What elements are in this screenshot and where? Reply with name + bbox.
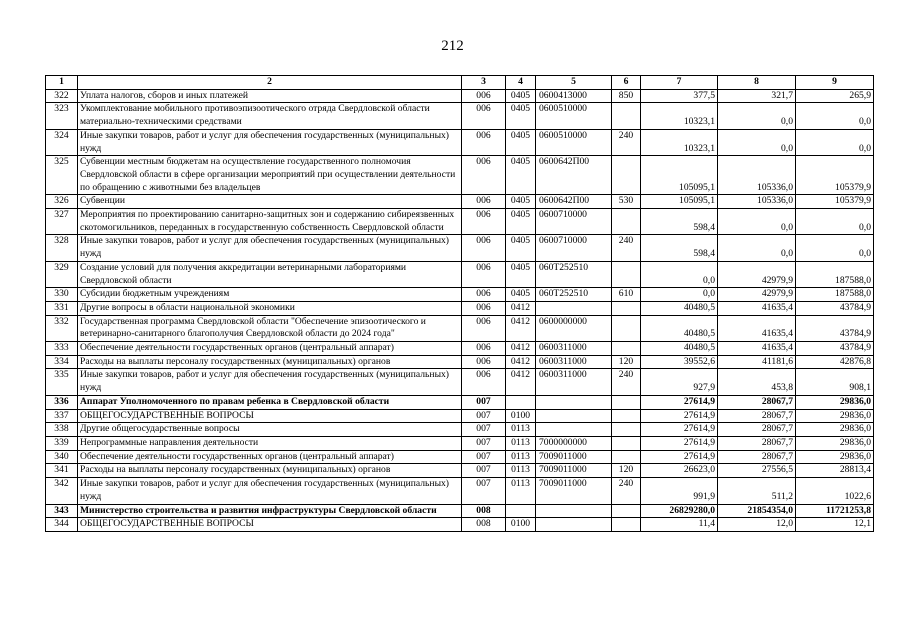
ministry-code-cell: 006 (462, 129, 506, 155)
section-code-cell: 0412 (506, 301, 536, 315)
table-row (46, 409, 874, 423)
table-row (46, 129, 874, 155)
target-article-cell: 060Т252510 (536, 288, 612, 302)
row-number-cell: 335 (46, 369, 78, 395)
row-name-cell: Другие общегосударственные вопросы (78, 423, 462, 437)
row-number-cell: 330 (46, 288, 78, 302)
header-cell: 7 (641, 76, 718, 90)
row-name-cell: Обеспечение деятельности государственных органов (центральный аппарат) (78, 342, 462, 356)
amount-col7-cell: 26829280,0 (641, 504, 718, 518)
section-code-cell: 0405 (506, 235, 536, 261)
table-row (46, 209, 874, 235)
section-code-cell: 0405 (506, 129, 536, 155)
row-number-cell: 332 (46, 315, 78, 341)
target-article-cell: 0600510000 (536, 103, 612, 129)
expense-type-cell: 120 (612, 464, 641, 478)
ministry-code-cell: 006 (462, 301, 506, 315)
target-article-cell: 0600642П00 (536, 156, 612, 195)
amount-col7-cell: 377,5 (641, 89, 718, 103)
amount-col9-cell: 12,1 (796, 518, 874, 532)
row-number-cell: 333 (46, 342, 78, 356)
amount-col8-cell: 41181,6 (718, 355, 796, 369)
ministry-code-cell: 006 (462, 342, 506, 356)
amount-col8-cell: 105336,0 (718, 156, 796, 195)
table-row (46, 478, 874, 504)
ministry-code-cell: 007 (462, 395, 506, 409)
row-number-cell: 336 (46, 395, 78, 409)
ministry-code-cell: 006 (462, 103, 506, 129)
amount-col9-cell: 187588,0 (796, 261, 874, 287)
row-number-cell: 327 (46, 209, 78, 235)
row-number-cell: 341 (46, 464, 78, 478)
section-code-cell: 0113 (506, 478, 536, 504)
row-name-cell: Другие вопросы в области национальной экономики (78, 301, 462, 315)
expense-type-cell: 530 (612, 195, 641, 209)
target-article-cell: 0600413000 (536, 89, 612, 103)
amount-col7-cell: 927,9 (641, 369, 718, 395)
row-number-cell: 326 (46, 195, 78, 209)
section-code-cell: 0405 (506, 156, 536, 195)
header-cell: 9 (796, 76, 874, 90)
amount-col7-cell: 598,4 (641, 209, 718, 235)
amount-col8-cell: 28067,7 (718, 395, 796, 409)
target-article-cell (536, 409, 612, 423)
section-code-cell: 0405 (506, 195, 536, 209)
ministry-code-cell: 007 (462, 423, 506, 437)
header-cell: 3 (462, 76, 506, 90)
target-article-cell: 0600510000 (536, 129, 612, 155)
target-article-cell: 0600311000 (536, 355, 612, 369)
amount-col8-cell: 28067,7 (718, 436, 796, 450)
section-code-cell: 0405 (506, 209, 536, 235)
table-row (46, 355, 874, 369)
page-number: 212 (441, 38, 464, 54)
amount-col8-cell: 28067,7 (718, 450, 796, 464)
header-cell: 8 (718, 76, 796, 90)
amount-col7-cell: 0,0 (641, 261, 718, 287)
row-name-cell: Обеспечение деятельности государственных органов (центральный аппарат) (78, 450, 462, 464)
row-number-cell: 342 (46, 478, 78, 504)
target-article-cell (536, 301, 612, 315)
header-cell: 4 (506, 76, 536, 90)
table-row (46, 369, 874, 395)
expense-type-cell: 120 (612, 355, 641, 369)
table-row (46, 450, 874, 464)
table-row (46, 235, 874, 261)
row-name-cell: Укомплектование мобильного противоэпизоотического отряда Свердловской области материально-техническими средствами (78, 103, 462, 129)
target-article-cell: 0600710000 (536, 209, 612, 235)
row-number-cell: 337 (46, 409, 78, 423)
target-article-cell (536, 395, 612, 409)
expense-type-cell (612, 315, 641, 341)
section-code-cell: 0412 (506, 342, 536, 356)
table-row (46, 464, 874, 478)
header-cell: 1 (46, 76, 78, 90)
expense-type-cell (612, 436, 641, 450)
table-row (46, 423, 874, 437)
row-number-cell: 344 (46, 518, 78, 532)
row-name-cell: Мероприятия по проектированию санитарно-защитных зон и содержанию сибиреязвенных скотомогильников, переданных в государственную собственность Свердловской области (78, 209, 462, 235)
row-name-cell: Государственная программа Свердловской области "Обеспечение эпизоотического и ветеринарно-санитарного благополучия Свердловской области до 2024 года" (78, 315, 462, 341)
amount-col9-cell: 29836,0 (796, 436, 874, 450)
row-number-cell: 339 (46, 436, 78, 450)
row-name-cell: Аппарат Уполномоченного по правам ребенка в Свердловской области (78, 395, 462, 409)
amount-col9-cell: 43784,9 (796, 301, 874, 315)
amount-col8-cell: 0,0 (718, 129, 796, 155)
amount-col9-cell: 105379,9 (796, 195, 874, 209)
amount-col7-cell: 39552,6 (641, 355, 718, 369)
expense-type-cell (612, 342, 641, 356)
row-name-cell: Расходы на выплаты персоналу государственных (муниципальных) органов (78, 464, 462, 478)
amount-col9-cell: 29836,0 (796, 450, 874, 464)
ministry-code-cell: 007 (462, 478, 506, 504)
target-article-cell (536, 423, 612, 437)
amount-col8-cell: 511,2 (718, 478, 796, 504)
amount-col8-cell: 41635,4 (718, 315, 796, 341)
table-row (46, 342, 874, 356)
table-row (46, 89, 874, 103)
amount-col9-cell: 42876,8 (796, 355, 874, 369)
ministry-code-cell: 007 (462, 436, 506, 450)
amount-col9-cell: 0,0 (796, 103, 874, 129)
expense-type-cell (612, 504, 641, 518)
table-row (46, 288, 874, 302)
section-code-cell: 0113 (506, 423, 536, 437)
amount-col9-cell: 187588,0 (796, 288, 874, 302)
header-cell: 2 (78, 76, 462, 90)
ministry-code-cell: 007 (462, 464, 506, 478)
amount-col7-cell: 40480,5 (641, 342, 718, 356)
amount-col7-cell: 27614,9 (641, 409, 718, 423)
section-code-cell: 0100 (506, 409, 536, 423)
section-code-cell: 0100 (506, 518, 536, 532)
target-article-cell (536, 504, 612, 518)
row-name-cell: Министерство строительства и развития инфраструктуры Свердловской области (78, 504, 462, 518)
amount-col7-cell: 0,0 (641, 288, 718, 302)
ministry-code-cell: 007 (462, 409, 506, 423)
expense-type-cell (612, 156, 641, 195)
ministry-code-cell: 006 (462, 369, 506, 395)
row-name-cell: ОБЩЕГОСУДАРСТВЕННЫЕ ВОПРОСЫ (78, 409, 462, 423)
expense-type-cell: 610 (612, 288, 641, 302)
table-row (46, 436, 874, 450)
row-number-cell: 328 (46, 235, 78, 261)
row-name-cell: Субвенции (78, 195, 462, 209)
section-code-cell: 0405 (506, 261, 536, 287)
amount-col9-cell: 0,0 (796, 235, 874, 261)
amount-col9-cell: 908,1 (796, 369, 874, 395)
row-name-cell: Уплата налогов, сборов и иных платежей (78, 89, 462, 103)
expense-type-cell (612, 209, 641, 235)
amount-col9-cell: 29836,0 (796, 409, 874, 423)
section-code-cell (506, 504, 536, 518)
amount-col8-cell: 105336,0 (718, 195, 796, 209)
amount-col7-cell: 40480,5 (641, 301, 718, 315)
target-article-cell: 0600710000 (536, 235, 612, 261)
ministry-code-cell: 006 (462, 355, 506, 369)
amount-col8-cell: 0,0 (718, 209, 796, 235)
section-code-cell: 0405 (506, 288, 536, 302)
target-article-cell: 0600000000 (536, 315, 612, 341)
table-row (46, 195, 874, 209)
ministry-code-cell: 006 (462, 235, 506, 261)
ministry-code-cell: 007 (462, 450, 506, 464)
row-name-cell: Иные закупки товаров, работ и услуг для обеспечения государственных (муниципальных) нужд (78, 369, 462, 395)
amount-col7-cell: 27614,9 (641, 423, 718, 437)
row-name-cell: ОБЩЕГОСУДАРСТВЕННЫЕ ВОПРОСЫ (78, 518, 462, 532)
row-name-cell: Создание условий для получения аккредитации ветеринарными лабораториями Свердловской области (78, 261, 462, 287)
row-number-cell: 343 (46, 504, 78, 518)
amount-col9-cell: 0,0 (796, 129, 874, 155)
ministry-code-cell: 006 (462, 156, 506, 195)
row-number-cell: 334 (46, 355, 78, 369)
expense-type-cell: 240 (612, 129, 641, 155)
table-row (46, 261, 874, 287)
row-name-cell: Иные закупки товаров, работ и услуг для обеспечения государственных (муниципальных) нужд (78, 478, 462, 504)
amount-col8-cell: 321,7 (718, 89, 796, 103)
target-article-cell (536, 518, 612, 532)
section-code-cell: 0412 (506, 369, 536, 395)
target-article-cell: 7009011000 (536, 450, 612, 464)
target-article-cell: 7009011000 (536, 464, 612, 478)
row-number-cell: 331 (46, 301, 78, 315)
amount-col7-cell: 598,4 (641, 235, 718, 261)
amount-col7-cell: 27614,9 (641, 395, 718, 409)
ministry-code-cell: 006 (462, 315, 506, 341)
row-name-cell: Иные закупки товаров, работ и услуг для обеспечения государственных (муниципальных) нужд (78, 235, 462, 261)
amount-col8-cell: 42979,9 (718, 261, 796, 287)
amount-col9-cell: 28813,4 (796, 464, 874, 478)
row-number-cell: 322 (46, 89, 78, 103)
row-number-cell: 340 (46, 450, 78, 464)
ministry-code-cell: 006 (462, 288, 506, 302)
target-article-cell: 060Т252510 (536, 261, 612, 287)
row-name-cell: Расходы на выплаты персоналу государственных (муниципальных) органов (78, 355, 462, 369)
section-code-cell: 0412 (506, 315, 536, 341)
target-article-cell: 0600642П00 (536, 195, 612, 209)
ministry-code-cell: 006 (462, 195, 506, 209)
amount-col7-cell: 11,4 (641, 518, 718, 532)
row-name-cell: Субвенции местным бюджетам на осуществление государственного полномочия Свердловской области в сфере организации мероприятий при осуществлении деятельности по обращению с животными без владельцев (78, 156, 462, 195)
expense-type-cell (612, 261, 641, 287)
row-name-cell: Субсидии бюджетным учреждениям (78, 288, 462, 302)
expense-type-cell: 240 (612, 235, 641, 261)
amount-col8-cell: 28067,7 (718, 409, 796, 423)
amount-col7-cell: 27614,9 (641, 436, 718, 450)
target-article-cell: 7000000000 (536, 436, 612, 450)
table-row (46, 301, 874, 315)
row-number-cell: 329 (46, 261, 78, 287)
header-cell: 5 (536, 76, 612, 90)
amount-col9-cell: 43784,9 (796, 315, 874, 341)
expense-type-cell (612, 301, 641, 315)
expense-type-cell (612, 423, 641, 437)
section-code-cell: 0113 (506, 450, 536, 464)
row-number-cell: 323 (46, 103, 78, 129)
amount-col7-cell: 10323,1 (641, 129, 718, 155)
section-code-cell: 0405 (506, 103, 536, 129)
amount-col9-cell: 0,0 (796, 209, 874, 235)
ministry-code-cell: 006 (462, 261, 506, 287)
budget-table (45, 75, 874, 532)
amount-col9-cell: 265,9 (796, 89, 874, 103)
expense-type-cell: 240 (612, 369, 641, 395)
amount-col9-cell: 11721253,8 (796, 504, 874, 518)
row-name-cell: Иные закупки товаров, работ и услуг для обеспечения государственных (муниципальных) нужд (78, 129, 462, 155)
section-code-cell: 0113 (506, 464, 536, 478)
expense-type-cell (612, 450, 641, 464)
section-code-cell: 0113 (506, 436, 536, 450)
section-code-cell (506, 395, 536, 409)
amount-col7-cell: 40480,5 (641, 315, 718, 341)
expense-type-cell (612, 518, 641, 532)
table-row (46, 504, 874, 518)
amount-col7-cell: 27614,9 (641, 450, 718, 464)
section-code-cell: 0412 (506, 355, 536, 369)
amount-col7-cell: 105095,1 (641, 156, 718, 195)
ministry-code-cell: 006 (462, 89, 506, 103)
expense-type-cell: 240 (612, 478, 641, 504)
table-row (46, 156, 874, 195)
table-header-row (46, 76, 874, 90)
amount-col8-cell: 41635,4 (718, 301, 796, 315)
amount-col8-cell: 27556,5 (718, 464, 796, 478)
expense-type-cell: 850 (612, 89, 641, 103)
ministry-code-cell: 006 (462, 209, 506, 235)
amount-col8-cell: 0,0 (718, 235, 796, 261)
section-code-cell: 0405 (506, 89, 536, 103)
amount-col8-cell: 453,8 (718, 369, 796, 395)
amount-col8-cell: 41635,4 (718, 342, 796, 356)
amount-col9-cell: 1022,6 (796, 478, 874, 504)
target-article-cell: 0600311000 (536, 369, 612, 395)
amount-col9-cell: 43784,9 (796, 342, 874, 356)
expense-type-cell (612, 409, 641, 423)
amount-col9-cell: 29836,0 (796, 423, 874, 437)
expense-type-cell (612, 395, 641, 409)
amount-col7-cell: 105095,1 (641, 195, 718, 209)
row-name-cell: Непрограммные направления деятельности (78, 436, 462, 450)
amount-col8-cell: 21854354,0 (718, 504, 796, 518)
amount-col7-cell: 991,9 (641, 478, 718, 504)
row-number-cell: 325 (46, 156, 78, 195)
table-row (46, 395, 874, 409)
amount-col8-cell: 28067,7 (718, 423, 796, 437)
expense-type-cell (612, 103, 641, 129)
ministry-code-cell: 008 (462, 504, 506, 518)
ministry-code-cell: 008 (462, 518, 506, 532)
row-number-cell: 338 (46, 423, 78, 437)
table-row (46, 315, 874, 341)
amount-col9-cell: 105379,9 (796, 156, 874, 195)
amount-col7-cell: 26623,0 (641, 464, 718, 478)
amount-col8-cell: 0,0 (718, 103, 796, 129)
row-number-cell: 324 (46, 129, 78, 155)
amount-col8-cell: 12,0 (718, 518, 796, 532)
target-article-cell: 7009011000 (536, 478, 612, 504)
amount-col8-cell: 42979,9 (718, 288, 796, 302)
header-cell: 6 (612, 76, 641, 90)
amount-col7-cell: 10323,1 (641, 103, 718, 129)
target-article-cell: 0600311000 (536, 342, 612, 356)
amount-col9-cell: 29836,0 (796, 395, 874, 409)
table-row (46, 103, 874, 129)
table-row (46, 518, 874, 532)
